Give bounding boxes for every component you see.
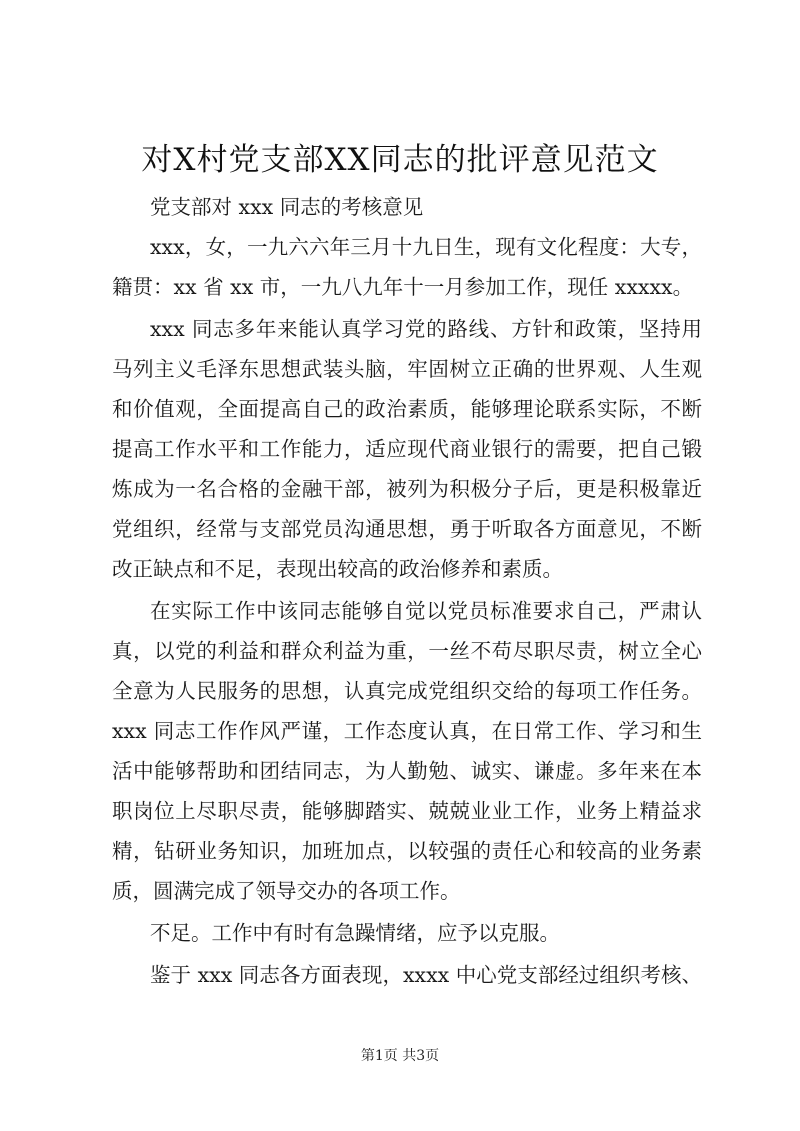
paragraph-line: 和价值观，全面提高自己的政治素质，能够理论联系实际，不断: [112, 397, 702, 421]
paragraph-line: 党支部对 xxx 同志的考核意见: [150, 195, 424, 219]
paragraph-line: 不足。工作中有时有急躁情绪，应予以克服。: [150, 921, 560, 945]
paragraph-line: 真，以党的利益和群众利益为重，一丝不苟尽职尽责，树立全心: [112, 639, 702, 663]
paragraph-line: xxx，女，一九六六年三月十九日生，现有文化程度：大专，: [150, 235, 702, 259]
paragraph-line: 精，钻研业务知识，加班加点，以较强的责任心和较高的业务素: [112, 839, 702, 863]
paragraph-line: 质，圆满完成了领导交办的各项工作。: [112, 879, 461, 903]
paragraph-line: 鉴于 xxx 同志各方面表现，xxxx 中心党支部经过组织考核、: [150, 963, 702, 987]
paragraph-line: 炼成为一名合格的金融干部，被列为积极分子后，更是积极靠近: [112, 477, 702, 501]
paragraph-line: 全意为人民服务的思想，认真完成党组织交给的每项工作任务。: [112, 679, 702, 703]
paragraph-line: 在实际工作中该同志能够自觉以党员标准要求自己，严肃认: [150, 599, 702, 623]
paragraph-line: xxx 同志多年来能认真学习党的路线、方针和政策，坚持用: [150, 317, 702, 341]
paragraph-line: 职岗位上尽职尽责，能够脚踏实、兢兢业业工作，业务上精益求: [112, 799, 702, 823]
document-title: 对X村党支部XX同志的批评意见范文: [141, 142, 659, 178]
paragraph-line: xxx 同志工作作风严谨，工作态度认真，在日常工作、学习和生: [112, 719, 702, 743]
paragraph-line: 籍贯：xx 省 xx 市，一九八九年十一月参加工作，现任 xxxxx。: [112, 275, 694, 299]
paragraph-line: 提高工作水平和工作能力，适应现代商业银行的需要，把自己锻: [112, 437, 702, 461]
page-footer: 第1页 共3页: [360, 1048, 440, 1064]
paragraph-line: 党组织，经常与支部党员沟通思想，勇于听取各方面意见，不断: [112, 517, 702, 541]
paragraph-line: 马列主义毛泽东思想武装头脑，牢固树立正确的世界观、人生观: [112, 357, 702, 381]
paragraph-line: 活中能够帮助和团结同志，为人勤勉、诚实、谦虚。多年来在本: [112, 759, 702, 783]
paragraph-line: 改正缺点和不足，表现出较高的政治修养和素质。: [112, 557, 563, 581]
